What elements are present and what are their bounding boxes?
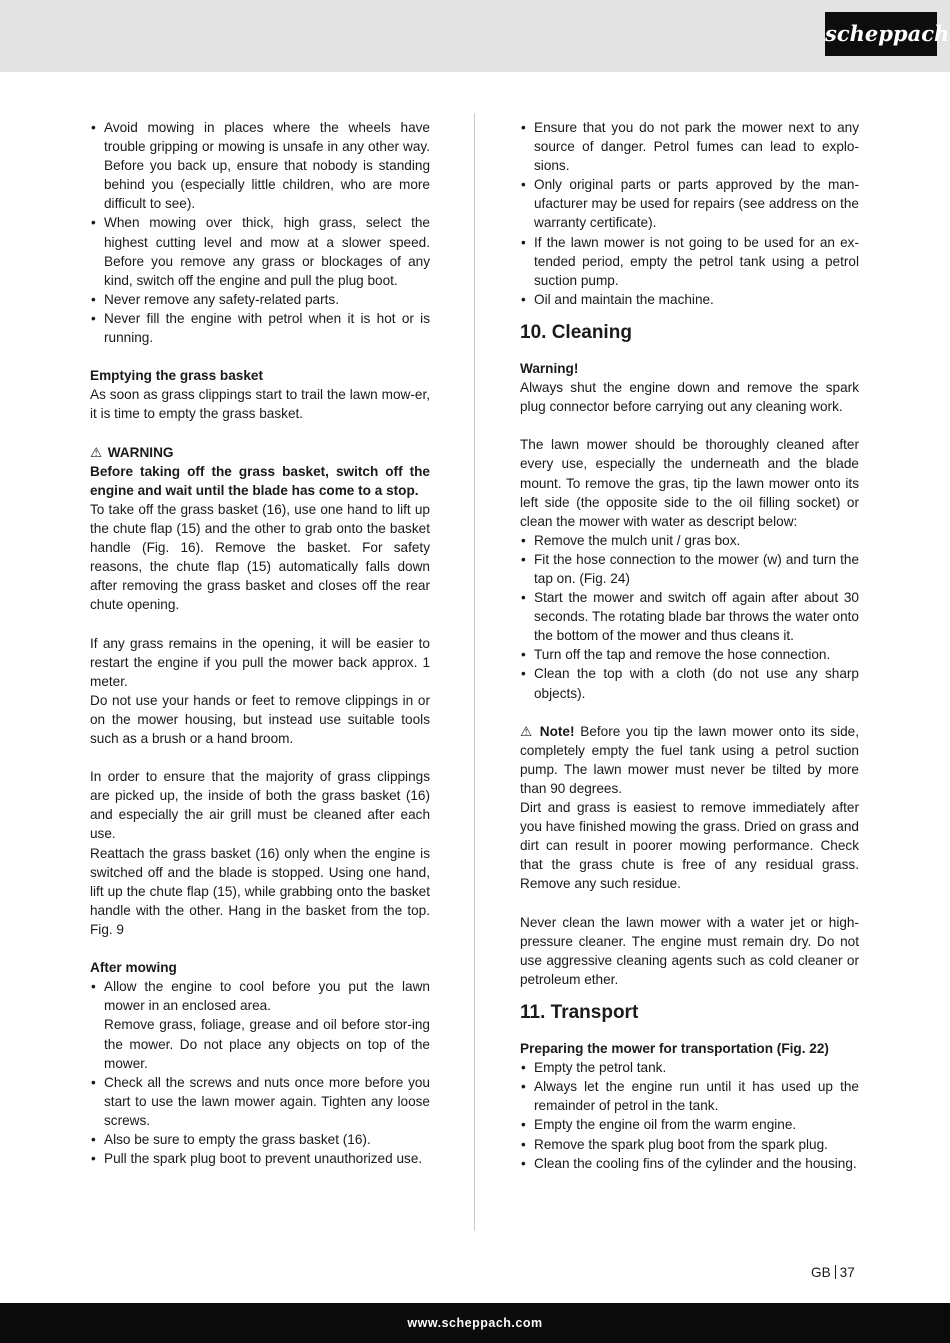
list-item: • Clean the top with a cloth (do not use any sharp objects). — [520, 664, 859, 702]
cleaning-heading: 10. Cleaning — [520, 321, 632, 343]
warning-triangle-icon: ⚠ — [90, 444, 103, 460]
footer-url[interactable]: www.scheppach.com — [407, 1316, 543, 1330]
transport-heading: 11. Transport — [520, 1002, 639, 1024]
emptying-heading: Emptying the grass basket — [90, 368, 263, 384]
list-item: • Also be sure to empty the grass basket (16). — [90, 1130, 430, 1149]
left-column — [90, 118, 430, 1168]
list-item: • Start the mower and switch off again after about 30 seconds. The rotating blade bar throws the water onto the bottom of the mower and thus cleans it. — [520, 588, 859, 645]
note-text: Before you tip the lawn mower onto its side, completely empty the fuel tank using a petrol suction pump. The lawn mower must never be tilted by more than 90 degrees. — [520, 723, 860, 796]
warning-triangle-icon: ⚠ — [520, 723, 533, 739]
list-item: • Pull the spark plug boot to prevent unauthorized use. — [90, 1149, 430, 1168]
footer-band — [0, 1303, 950, 1343]
list-item: • Avoid mowing in places where the wheels have trouble gripping or mowing is unsafe in any other way. Before you back up, ensure that nobody is standing behind you (especially little children, who are more difficult to see). — [90, 118, 430, 213]
list-item: • Oil and maintain the machine. — [520, 290, 859, 309]
header-band — [0, 0, 950, 72]
brand-logo: scheppach — [825, 12, 937, 56]
right-column — [520, 118, 859, 1173]
dirt-paragraph: Dirt and grass is easiest to remove immediately after you have finished mowing the grass. Dried on grass and dirt can result in poorer mowing performance. Check that the grass chute is free of any residual grass. Remove any such residue. — [520, 800, 859, 892]
list-item: • Never fill the engine with petrol when it is hot or is running. — [90, 309, 430, 347]
list-item: • Fit the hose connection to the mower (w) and turn the tap on. (Fig. 24) — [520, 550, 859, 588]
list-item: • Empty the engine oil from the warm engine. — [520, 1115, 859, 1134]
warning-bold-paragraph: Before taking off the grass basket, switch off the engine and wait until the blade has come to a stop. — [90, 463, 430, 498]
list-item: • Check all the screws and nuts once more before you start to use the lawn mower again. Tighten any loose screws. — [90, 1073, 430, 1130]
list-item-text: Allow the engine to cool before you put the lawn mower in an enclosed area. — [104, 979, 430, 1014]
list-item: • Turn off the tap and remove the hose connection. — [520, 645, 859, 664]
page-number-value: 37 — [839, 1265, 855, 1280]
list-item: • Empty the petrol tank. — [520, 1058, 859, 1077]
note-label: Note! — [539, 723, 575, 739]
page-lang: GB — [811, 1265, 831, 1280]
cleaning-warning-paragraph: Always shut the engine down and remove the spark plug connector before carrying out any cleaning work. — [520, 380, 859, 415]
list-item: • Clean the cooling fins of the cylinder and the housing. — [520, 1154, 859, 1173]
list-item: • When mowing over thick, high grass, select the highest cutting level and mow at a slower speed. Before you remove any grass or blockages of any kind, switch off the engine and pull the plug boot. — [90, 213, 430, 289]
warning-paragraph: To take off the grass basket (16), use one hand to lift up the chute flap (15) and the other to grab onto the basket handle (Fig. 16). Remove the basket. For safety reasons, the chute flap (15) automatically falls down after removing the grass basket and closes off the rear chute opening. — [90, 501, 430, 613]
list-item: • Always let the engine run until it has used up the remainder of petrol in the tank. — [520, 1077, 859, 1115]
list-item: • Remove the mulch unit / gras box. — [520, 531, 859, 550]
page-separator — [835, 1265, 836, 1279]
after-mowing-list — [90, 977, 430, 1168]
emptying-paragraph: As soon as grass clippings start to trail the lawn mow-er, it is time to empty the grass basket. — [90, 387, 430, 422]
remain-paragraph: If any grass remains in the opening, it will be easier to restart the engine if you pull the mower back approx. 1 meter. — [90, 635, 430, 689]
note-paragraph — [520, 722, 859, 798]
cleaning-warning-heading: Warning! — [520, 360, 579, 376]
list-item: • If the lawn mower is not going to be used for an ex-tended period, empty the petrol tank using a petrol suction pump. — [520, 233, 859, 290]
safety-bullet-list — [90, 118, 430, 347]
after-mowing-heading: After mowing — [90, 960, 177, 976]
list-item: • Only original parts or parts approved by the man-ufacturer may be used for repairs (see address on the warranty certificate). — [520, 175, 859, 232]
list-item: • Ensure that you do not park the mower next to any source of danger. Petrol fumes can lead to explo-sions. — [520, 118, 859, 175]
hands-paragraph: Do not use your hands or feet to remove clippings in or on the mower housing, but instead use suitable tools such as a brush or a hand broom. — [90, 692, 430, 746]
list-item: • Remove the spark plug boot from the spark plug. — [520, 1135, 859, 1154]
list-item-continuation: Remove grass, foliage, grease and oil before stor-ing the mower. Do not place any objects on top of the mower. — [104, 1017, 430, 1071]
storage-bullet-list — [520, 118, 859, 309]
reattach-paragraph: Reattach the grass basket (16) only when the engine is switched off and the blade is stopped. Using one hand, lift up the chute flap (15), while grabbing onto the basket handle with the other. Hang in the basket from the top. Fig. 9 — [90, 845, 430, 937]
column-divider — [474, 113, 475, 1231]
warning-label-line — [90, 443, 430, 462]
cleaning-bullet-list — [520, 531, 859, 703]
warning-label: WARNING — [107, 444, 174, 460]
list-item: • Never remove any safety-related parts. — [90, 290, 430, 309]
prep-heading: Preparing the mower for transportation (Fig. 22) — [520, 1041, 829, 1057]
transport-bullet-list — [520, 1058, 859, 1173]
list-item — [90, 977, 430, 1072]
page-number — [811, 1264, 855, 1282]
never-clean-paragraph: Never clean the lawn mower with a water jet or high-pressure cleaner. The engine must remain dry. Do not use aggressive cleaning agents such as cold cleaner or petroleum ether. — [520, 914, 859, 987]
ensure-paragraph: In order to ensure that the majority of grass clippings are picked up, the inside of both the grass basket (16) and especially the air grill must be cleaned after each use. — [90, 769, 430, 842]
clean-paragraph: The lawn mower should be thoroughly cleaned after every use, especially the underneath and the blade mount. To remove the gras, tip the lawn mower onto its left side (the opposite side to the oil filling socket) or clean the mower with water as descript below: — [520, 437, 859, 529]
